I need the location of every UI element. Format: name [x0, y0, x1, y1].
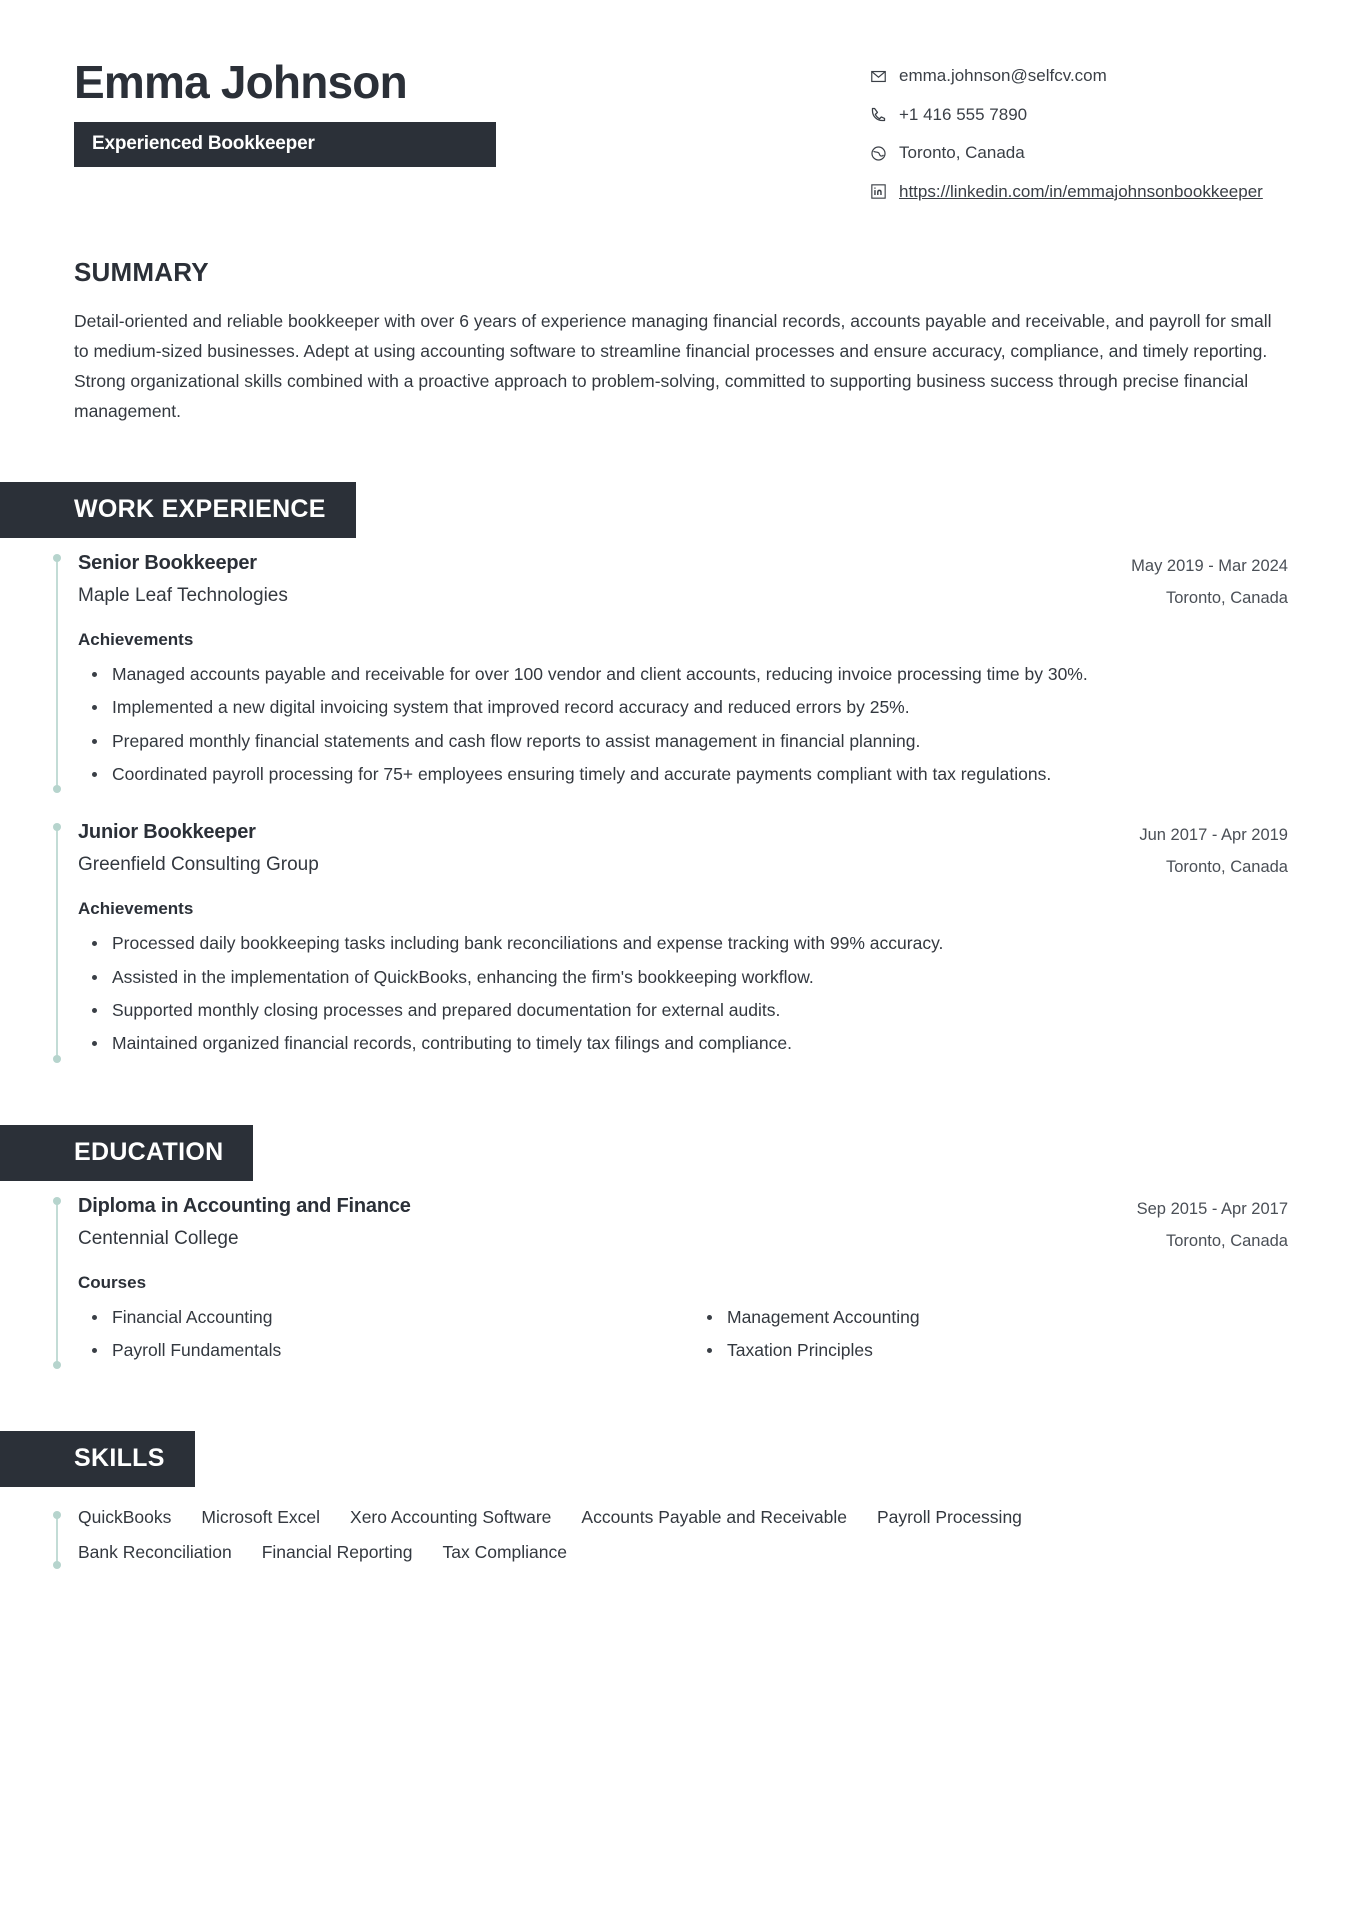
- timeline-dot-top: [53, 554, 61, 562]
- contact-email-text: emma.johnson@selfcv.com: [899, 66, 1107, 85]
- work-entry: [56, 538, 1288, 799]
- work-location: Toronto, Canada: [1165, 858, 1288, 877]
- work-achievement-item: Assisted in the implementation of QuickBooks, enhancing the firm's bookkeeping workflow.: [78, 963, 1253, 991]
- timeline-line: [56, 556, 58, 791]
- skill-item: Financial Reporting: [261, 1542, 413, 1563]
- education-entry-main: [78, 1195, 1113, 1250]
- header-identity: [74, 52, 496, 167]
- work-entry-head: [78, 821, 1288, 877]
- timeline-dot-top: [53, 823, 61, 831]
- course-item: Financial Accounting: [78, 1303, 673, 1331]
- education-entry-head: [78, 1195, 1288, 1251]
- resume-header: [0, 0, 1350, 205]
- summary-section: [0, 257, 1350, 426]
- contact-location-text: Toronto, Canada: [899, 143, 1025, 163]
- work-achievement-item: Maintained organized financial records, contributing to timely tax filings and compliance.: [78, 1029, 1253, 1057]
- work-experience-heading: WORK EXPERIENCE: [0, 482, 356, 538]
- globe-icon: [868, 143, 888, 163]
- work-achievement-item: Implemented a new digital invoicing system that improved record accuracy and reduced errors by 25%.: [78, 693, 1253, 721]
- course-item: Payroll Fundamentals: [78, 1336, 673, 1364]
- education-courses-label: Courses: [78, 1272, 147, 1292]
- contact-list: [868, 52, 1288, 205]
- work-entry: [56, 799, 1288, 1068]
- contact-item-phone: [868, 103, 1288, 128]
- summary-text: Detail-oriented and reliable bookkeeper with over 6 years of experience managing financial records, accounts payable and receivable, and payroll for small to medium-sized businesses. Adept at using accounting software to streamline financial processes and ensure accuracy, compliance, and timely reporting. Strong organizational skills combined with a proactive approach to problem-solving, committed to supporting business success through precise financial management.: [74, 310, 1272, 421]
- work-achievements-label: Achievements: [78, 899, 194, 919]
- work-date: Jun 2017 - Apr 2019: [1139, 826, 1288, 845]
- work-location: Toronto, Canada: [1165, 588, 1288, 607]
- education-heading: EDUCATION: [0, 1125, 253, 1181]
- education-school: Centennial College: [78, 1227, 239, 1249]
- timeline-dot-bottom: [53, 1361, 61, 1369]
- skill-item: Bank Reconciliation: [78, 1542, 232, 1563]
- envelope-icon: [868, 66, 888, 86]
- timeline-dot-bottom: [53, 1561, 61, 1569]
- skill-item: Tax Compliance: [442, 1542, 567, 1563]
- work-achievement-item: Supported monthly closing processes and prepared documentation for external audits.: [78, 996, 1253, 1024]
- timeline-dot-top: [53, 1511, 61, 1519]
- skill-item: Microsoft Excel: [201, 1507, 321, 1528]
- contact-item-location: [868, 141, 1288, 166]
- work-entry-head: [78, 552, 1288, 608]
- candidate-name: Emma Johnson: [74, 56, 407, 108]
- education-entry: [56, 1181, 1288, 1376]
- course-item: Management Accounting: [693, 1303, 1288, 1331]
- work-achievement-item: Processed daily bookkeeping tasks including bank reconciliations and expense tracking with 99% accuracy.: [78, 929, 1253, 957]
- skills-section: [0, 1507, 1350, 1569]
- work-achievement-item: Coordinated payroll processing for 75+ employees ensuring timely and accurate payments compliant with tax regulations.: [78, 760, 1253, 788]
- skills-row: [78, 1542, 1288, 1563]
- timeline-dot-top: [53, 1197, 61, 1205]
- work-entry-main: [78, 552, 1107, 607]
- linkedin-icon: [868, 182, 888, 202]
- education-entries: [0, 1181, 1350, 1376]
- timeline-dot-bottom: [53, 785, 61, 793]
- work-achievement-item: Managed accounts payable and receivable for over 100 vendor and client accounts, reducing invoice processing time by 30%.: [78, 660, 1253, 688]
- contact-item-linkedin[interactable]: [868, 180, 1288, 205]
- skills-heading: SKILLS: [0, 1431, 195, 1487]
- skill-item: Xero Accounting Software: [350, 1507, 552, 1528]
- work-org: Greenfield Consulting Group: [78, 854, 319, 876]
- summary-heading: SUMMARY: [74, 256, 209, 287]
- candidate-job-title: Experienced Bookkeeper: [74, 122, 496, 167]
- phone-icon: [868, 105, 888, 125]
- contact-linkedin-text[interactable]: https://linkedin.com/in/emmajohnsonbookkeeper: [899, 181, 1263, 201]
- course-item: Taxation Principles: [693, 1336, 1288, 1364]
- work-entry-meta: [1115, 821, 1288, 877]
- skills-row: [78, 1507, 1288, 1528]
- skill-item: Accounts Payable and Receivable: [581, 1507, 847, 1528]
- work-entry-meta: [1107, 552, 1288, 608]
- timeline-line: [56, 825, 58, 1060]
- work-role: Junior Bookkeeper: [78, 821, 256, 844]
- education-banner-wrap: [0, 1069, 1350, 1181]
- education-entry-meta: [1113, 1195, 1288, 1251]
- timeline-line: [56, 1513, 58, 1567]
- contact-phone-text: +1 416 555 7890: [899, 104, 1028, 124]
- skills-timeline-wrap: [56, 1507, 1288, 1569]
- education-location: Toronto, Canada: [1165, 1231, 1288, 1250]
- work-experience-banner-wrap: [0, 426, 1350, 538]
- work-org: Maple Leaf Technologies: [78, 584, 288, 606]
- skills-banner-wrap: [0, 1375, 1350, 1487]
- contact-item-email: [868, 64, 1288, 89]
- work-achievements-label: Achievements: [78, 629, 194, 649]
- work-experience-entries: [0, 538, 1350, 1069]
- skill-item: QuickBooks: [78, 1507, 172, 1528]
- timeline-dot-bottom: [53, 1055, 61, 1063]
- education-date: Sep 2015 - Apr 2017: [1136, 1199, 1288, 1218]
- timeline-line: [56, 1199, 58, 1368]
- education-courses-list: [78, 1303, 1288, 1370]
- skills-rows: [78, 1507, 1288, 1563]
- work-achievement-item: Prepared monthly financial statements and cash flow reports to assist management in financial planning.: [78, 727, 1253, 755]
- skill-item: Payroll Processing: [876, 1507, 1022, 1528]
- work-entry-main: [78, 821, 1115, 876]
- work-date: May 2019 - Mar 2024: [1131, 556, 1288, 575]
- education-degree: Diploma in Accounting and Finance: [78, 1194, 411, 1217]
- work-achievements-list: [78, 929, 1288, 1057]
- work-role: Senior Bookkeeper: [78, 551, 257, 574]
- work-achievements-list: [78, 660, 1288, 788]
